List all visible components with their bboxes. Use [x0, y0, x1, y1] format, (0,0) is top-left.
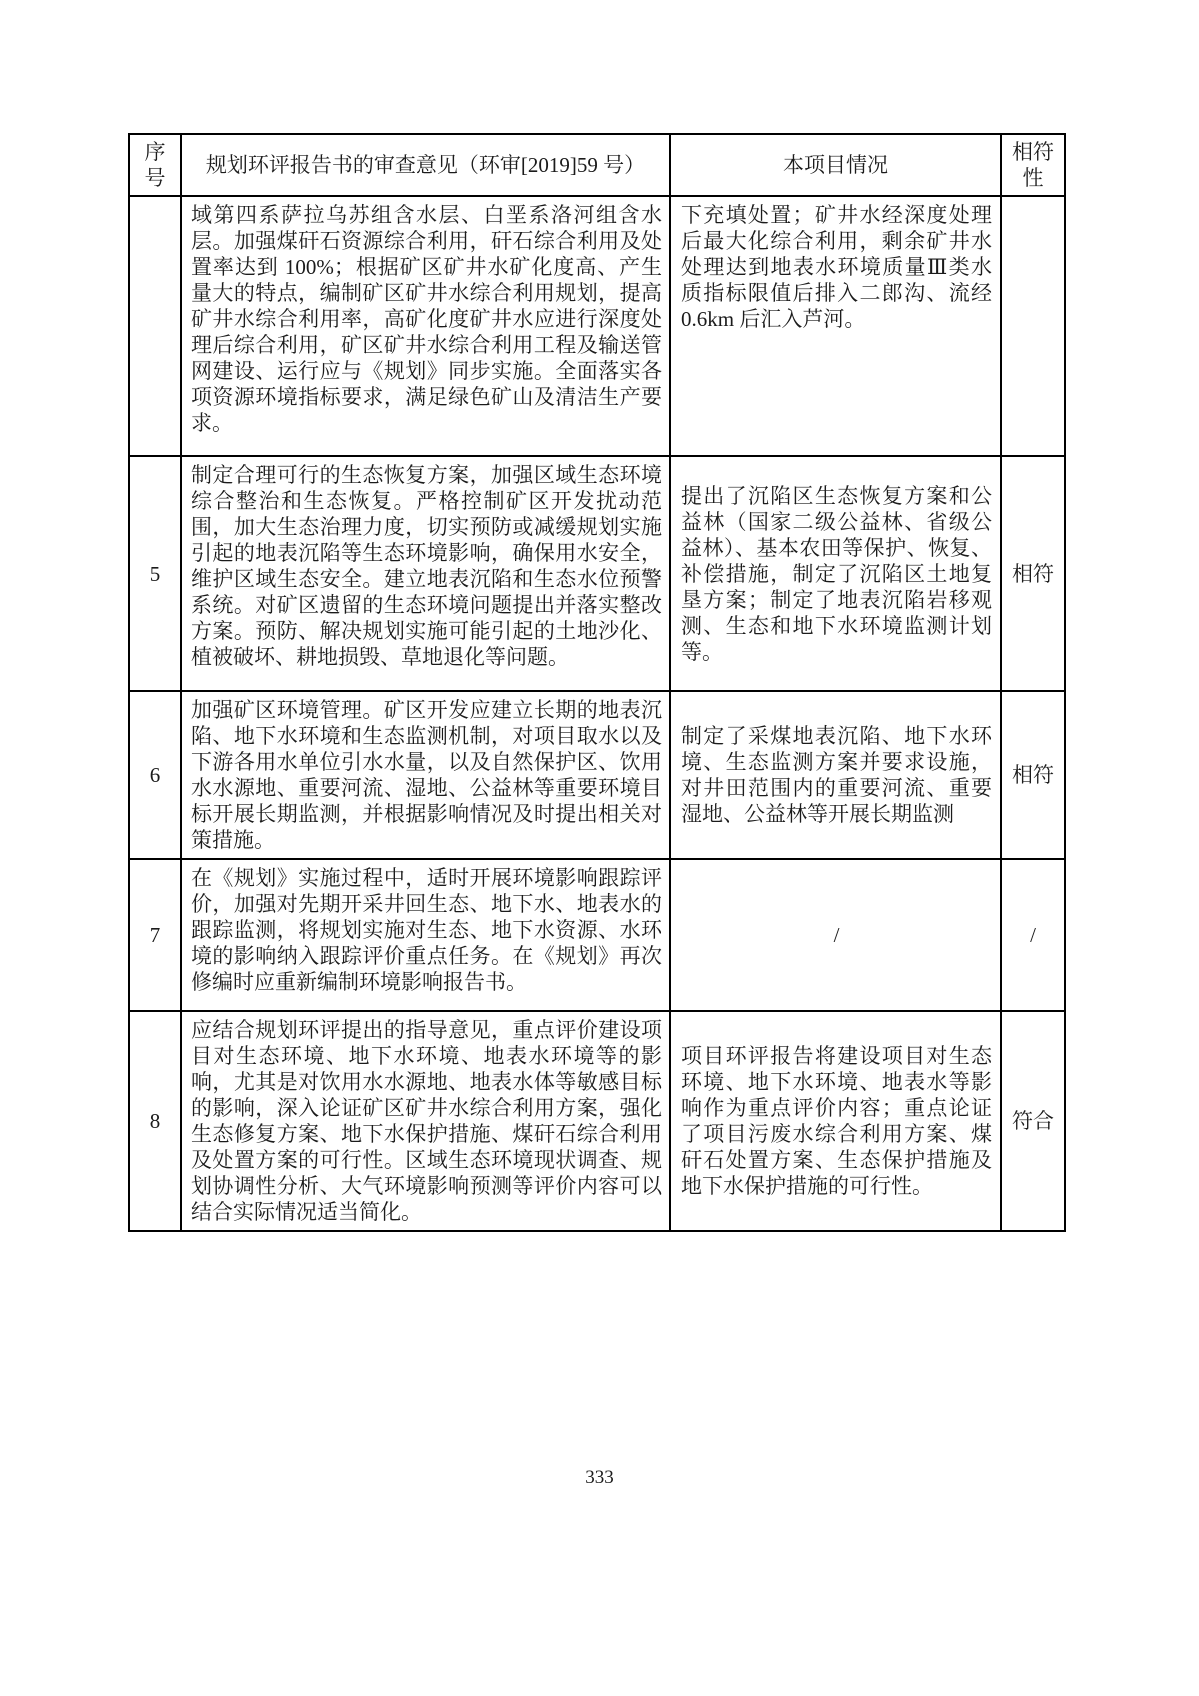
serial-no-cell: 7	[129, 859, 181, 1011]
col-header-review-opinion: 规划环评报告书的审查意见（环审[2019]59 号）	[181, 134, 670, 196]
table-row	[129, 691, 1065, 859]
table-row	[129, 859, 1065, 1011]
table-row	[129, 196, 1065, 456]
opinion-cell: 应结合规划环评提出的指导意见，重点评价建设项目对生态环境、地下水环境、地表水环境等的影响，尤其是对饮用水水源地、地表水体等敏感目标的影响，深入论证矿区矿井水综合利用方案，强化生态修复方案、地下水保护措施、煤矸石综合利用及处置方案的可行性。区域生态环境现状调查、规划协调性分析、大气环境影响预测等评价内容可以结合实际情况适当简化。	[181, 1011, 670, 1231]
serial-no-cell: 8	[129, 1011, 181, 1231]
opinion-cell: 域第四系萨拉乌苏组含水层、白垩系洛河组含水层。加强煤矸石资源综合利用，矸石综合利用及处置率达到 100%；根据矿区矿井水矿化度高、产生量大的特点，编制矿区矿井水综合利用规划，提高矿井水综合利用率，高矿化度矿井水应进行深度处理后综合利用，矿区矿井水综合利用工程及输送管网建设、运行应与《规划》同步实施。全面落实各项资源环境指标要求，满足绿色矿山及清洁生产要求。	[181, 196, 670, 456]
conformity-cell: 符合	[1001, 1011, 1065, 1231]
serial-no-cell: 6	[129, 691, 181, 859]
col-header-project-situation: 本项目情况	[670, 134, 1001, 196]
conformity-cell	[1001, 196, 1065, 456]
conformity-cell: 相符	[1001, 691, 1065, 859]
opinion-cell: 制定合理可行的生态恢复方案，加强区域生态环境综合整治和生态恢复。严格控制矿区开发扰动范围，加大生态治理力度，切实预防或减缓规划实施引起的地表沉陷等生态环境影响，确保用水安全，维护区域生态安全。建立地表沉陷和生态水位预警系统。对矿区遗留的生态环境问题提出并落实整改方案。预防、解决规划实施可能引起的土地沙化、植被破坏、耕地损毁、草地退化等问题。	[181, 456, 670, 691]
col-header-conformity: 相符性	[1001, 134, 1065, 196]
page-number: 333	[585, 1467, 614, 1488]
project-cell: 制定了采煤地表沉陷、地下水环境、生态监测方案并要求设施，对井田范围内的重要河流、重要湿地、公益林等开展长期监测	[670, 691, 1001, 859]
project-cell: 项目环评报告将建设项目对生态环境、地下水环境、地表水等影响作为重点评价内容；重点论证了项目污废水综合利用方案、煤矸石处置方案、生态保护措施及地下水保护措施的可行性。	[670, 1011, 1001, 1231]
review-table	[128, 133, 1066, 1232]
conformity-cell: /	[1001, 859, 1065, 1011]
opinion-cell: 加强矿区环境管理。矿区开发应建立长期的地表沉陷、地下水环境和生态监测机制，对项目取水以及下游各用水单位引水水量，以及自然保护区、饮用水水源地、重要河流、湿地、公益林等重要环境目标开展长期监测，并根据影响情况及时提出相关对策措施。	[181, 691, 670, 859]
project-cell: 提出了沉陷区生态恢复方案和公益林（国家二级公益林、省级公益林）、基本农田等保护、恢复、补偿措施，制定了沉陷区土地复垦方案；制定了地表沉陷岩移观测、生态和地下水环境监测计划等。	[670, 456, 1001, 691]
table-row	[129, 456, 1065, 691]
serial-no-cell: 5	[129, 456, 181, 691]
project-cell: /	[670, 859, 1001, 1011]
table-row	[129, 1011, 1065, 1231]
col-header-serial-no: 序号	[129, 134, 181, 196]
opinion-cell: 在《规划》实施过程中，适时开展环境影响跟踪评价，加强对先期开采井回生态、地下水、地表水的跟踪监测，将规划实施对生态、地下水资源、水环境的影响纳入跟踪评价重点任务。在《规划》再次修编时应重新编制环境影响报告书。	[181, 859, 670, 1011]
serial-no-cell	[129, 196, 181, 456]
table-header-row	[129, 134, 1065, 196]
project-cell: 下充填处置；矿井水经深度处理后最大化综合利用，剩余矿井水处理达到地表水环境质量Ⅲ类水质指标限值后排入二郎沟、流经 0.6km 后汇入芦河。	[670, 196, 1001, 456]
conformity-cell: 相符	[1001, 456, 1065, 691]
